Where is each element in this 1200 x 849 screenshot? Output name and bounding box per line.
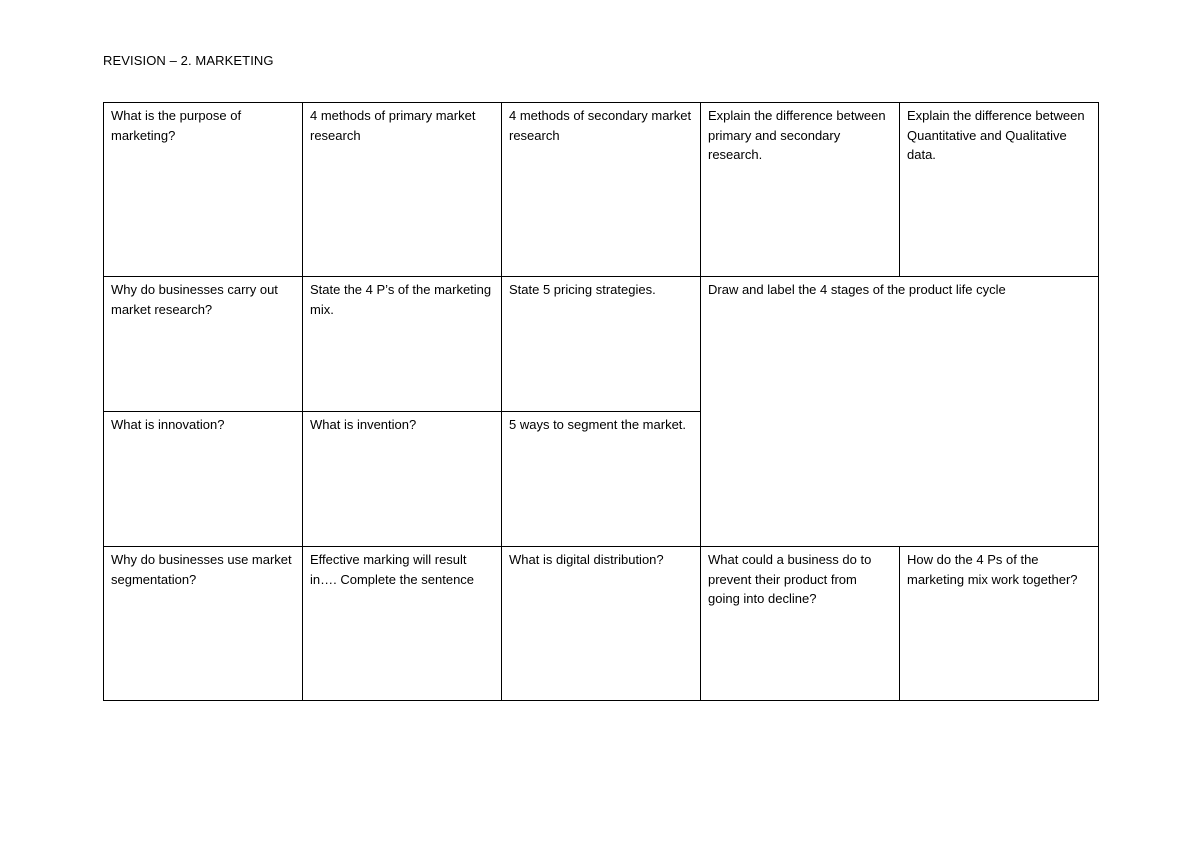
question-cell: State the 4 P’s of the marketing mix. — [303, 277, 502, 412]
question-cell: 4 methods of secondary market research — [502, 103, 701, 277]
question-cell: Explain the difference between primary and secondary research. — [701, 103, 900, 277]
question-cell: What is innovation? — [104, 412, 303, 547]
question-cell: What is invention? — [303, 412, 502, 547]
table-row — [104, 103, 1099, 277]
question-cell: What is the purpose of marketing? — [104, 103, 303, 277]
question-cell: 4 methods of primary market research — [303, 103, 502, 277]
question-cell: State 5 pricing strategies. — [502, 277, 701, 412]
product-life-cycle-cell: Draw and label the 4 stages of the product life cycle — [701, 277, 1099, 547]
question-cell: What is digital distribution? — [502, 547, 701, 701]
question-cell: Why do businesses carry out market research? — [104, 277, 303, 412]
question-cell: Explain the difference between Quantitative and Qualitative data. — [900, 103, 1099, 277]
table-row — [104, 547, 1099, 701]
revision-grid — [103, 102, 1099, 701]
question-cell: How do the 4 Ps of the marketing mix work together? — [900, 547, 1099, 701]
question-cell: 5 ways to segment the market. — [502, 412, 701, 547]
document-title: REVISION – 2. MARKETING — [103, 53, 274, 68]
question-cell: Why do businesses use market segmentation? — [104, 547, 303, 701]
question-cell: Effective marking will result in…. Complete the sentence — [303, 547, 502, 701]
table-row — [104, 277, 1099, 412]
question-cell: What could a business do to prevent their product from going into decline? — [701, 547, 900, 701]
